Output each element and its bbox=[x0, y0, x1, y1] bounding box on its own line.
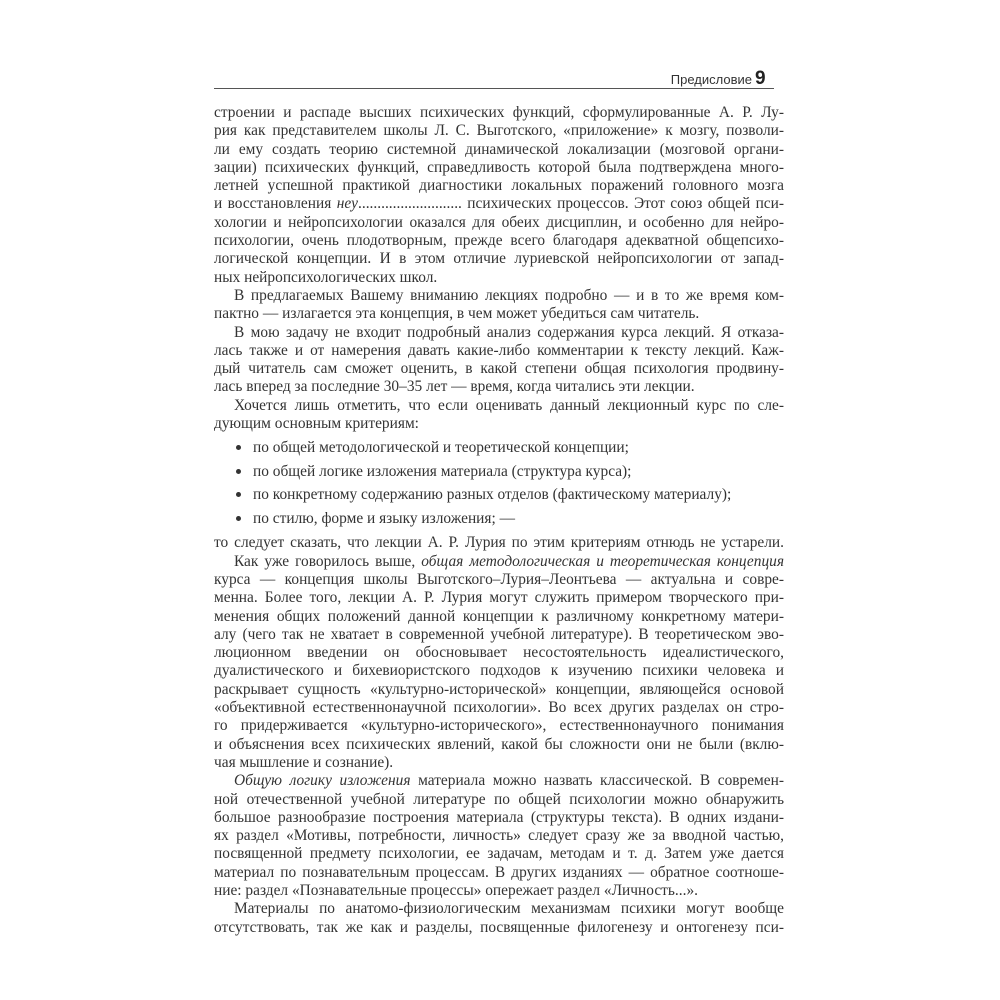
list-item-text: по общей логике изложения материала (структура курса); bbox=[253, 462, 632, 480]
text-line: менна. Более того, лекции А. Р. Лурия могут служить примером творческого при- bbox=[214, 589, 784, 607]
text-line: пактно — излагается эта концепция, в чем может убедиться сам читатель. bbox=[214, 305, 700, 323]
text-line: ли ему создать теорию системной динамической локализации (мозговой органи- bbox=[214, 140, 784, 158]
text-line bbox=[214, 195, 784, 213]
list-item-text: по общей методологической и теоретической концепции; bbox=[253, 439, 629, 457]
text-line: логической концепции. И в этом отличие луриевской нейропсихологии от запад- bbox=[214, 250, 784, 268]
paragraph bbox=[214, 772, 784, 900]
text-line: люционном введении он обосновывает несостоятельность идеалистического, bbox=[214, 644, 784, 662]
text-line: психологии, очень плодотворным, прежде всего благодаря адекватной общепсихо- bbox=[214, 232, 784, 250]
list-item bbox=[214, 436, 784, 460]
italic-fragment: общая методологическая и теоретическая концепция bbox=[421, 552, 784, 570]
italic-fragment: неу bbox=[336, 195, 359, 213]
text-line: ях раздел «Мотивы, потребности, личность» следует сразу же за вводной частью, bbox=[214, 827, 784, 845]
list-item-text: по конкретному содержанию разных отделов (фактическому материалу); bbox=[253, 486, 732, 504]
text-line: строении и распаде высших психических функций, сформулированные А. Р. Лу- bbox=[214, 104, 784, 121]
running-header bbox=[214, 70, 774, 89]
list-item bbox=[214, 483, 784, 507]
text-fragment: Как уже говорилось выше, bbox=[234, 552, 422, 570]
bullet-icon bbox=[236, 492, 241, 497]
bullet-list bbox=[214, 436, 784, 530]
text-line: ной отечественной учебной литературе по общей психологии можно обнаружить bbox=[214, 790, 784, 808]
italic-fragment: Общую логику изложения bbox=[234, 772, 411, 790]
text-line bbox=[214, 772, 784, 790]
text-line: «объективной естественнонаучной психологии». Во всех других разделах он стро- bbox=[214, 699, 784, 717]
text-line: лась также и от намерения давать какие-либо комментарии к тексту лекций. Каж- bbox=[214, 341, 784, 359]
body-text bbox=[214, 104, 784, 937]
text-line: летней успешной практикой диагностики локальных поражений головного мозга bbox=[214, 177, 784, 195]
text-line: В мою задачу не входит подробный анализ содержания курса лекций. Я отказа- bbox=[234, 323, 784, 341]
bullet-icon bbox=[236, 469, 241, 474]
paragraph bbox=[214, 397, 784, 434]
page-number: 9 bbox=[755, 68, 766, 89]
text-line: то следует сказать, что лекции А. Р. Лурия по этим критериям отнюдь не устарели. bbox=[214, 534, 784, 552]
text-line: ных нейропсихологических школ. bbox=[214, 268, 438, 286]
text-line: чая мышление и сознание). bbox=[214, 753, 394, 771]
bullet-icon bbox=[236, 516, 241, 521]
text-line: дующим основным критериям: bbox=[214, 415, 419, 433]
text-line: материал по познавательным процессам. В других изданиях — обратное соотноше- bbox=[214, 863, 784, 881]
text-line: отсутствовать, так же как и разделы, посвященные филогенезу и онтогенезу пси- bbox=[214, 918, 784, 936]
text-line: В предлагаемых Вашему вниманию лекциях подробно — и в то же время ком- bbox=[234, 286, 784, 304]
text-line: рия как представителем школы Л. С. Выготского, «приложение» к мозгу, позволи- bbox=[214, 122, 784, 140]
text-line: посвященной предмету психологии, ее задачам, методам и т. д. Затем уже дается bbox=[214, 845, 784, 863]
bullet-icon bbox=[236, 445, 241, 450]
text-line: алу (чего так не хватает в современной учебной литературе). В теоретическом эво- bbox=[214, 625, 784, 643]
text-line: зации) психических функций, справедливость которой была подтверждена много- bbox=[214, 158, 784, 176]
text-line bbox=[214, 553, 784, 571]
paragraph bbox=[214, 287, 784, 324]
text-line: го придерживается «культурно-исторического», естественнонаучного понимания bbox=[214, 717, 784, 735]
text-line: раскрывает сущность «культурно-исторической» концепции, являющейся основой bbox=[214, 680, 784, 698]
paragraph bbox=[214, 324, 784, 397]
paragraph bbox=[214, 900, 784, 937]
section-title: Предисловие bbox=[670, 72, 752, 87]
text-line: большое разнообразие построения материала (структуры текста). В одних издани- bbox=[214, 808, 784, 826]
paragraph bbox=[214, 553, 784, 773]
list-item-text: по стилю, форме и языку изложения; — bbox=[253, 509, 516, 527]
list-item bbox=[214, 507, 784, 531]
text-line: хологии и нейропсихологии оказался для обеих дисциплин, и особенно для нейро- bbox=[214, 213, 784, 231]
text-line: Хочется лишь отметить, что если оценивать данный лекционный курс по сле- bbox=[234, 396, 784, 414]
text-line: лась вперед за последние 30–35 лет — время, когда читались эти лекции. bbox=[214, 378, 695, 396]
paragraph bbox=[214, 104, 784, 287]
text-line: дый читатель сам сможет оценить, в какой степени общая психология продвину- bbox=[214, 360, 784, 378]
text-line: курса — концепция школы Выготского–Лурия–Леонтьева — актуальна и совре- bbox=[214, 570, 784, 588]
text-fragment: материала можно назвать классической. В современ- bbox=[410, 772, 784, 790]
list-item bbox=[214, 460, 784, 484]
text-line: менения общих положений данной концепции к различному конкретному матери- bbox=[214, 607, 784, 625]
text-line: ние: раздел «Познавательные процессы» опережает раздел «Личность...». bbox=[214, 881, 698, 899]
text-line: дуалистического и бихевиористского подходов к изучению психики человека и bbox=[214, 662, 784, 680]
text-fragment: ........................... психических процессов. Этот союз общей пси- bbox=[358, 195, 785, 213]
text-line: и объяснения всех психических явлений, какой бы сложности они не были (вклю- bbox=[214, 735, 784, 753]
text-line: Материалы по анатомо-физиологическим механизмам психики могут вообще bbox=[234, 900, 784, 918]
text-fragment: и восстановления bbox=[214, 195, 337, 213]
